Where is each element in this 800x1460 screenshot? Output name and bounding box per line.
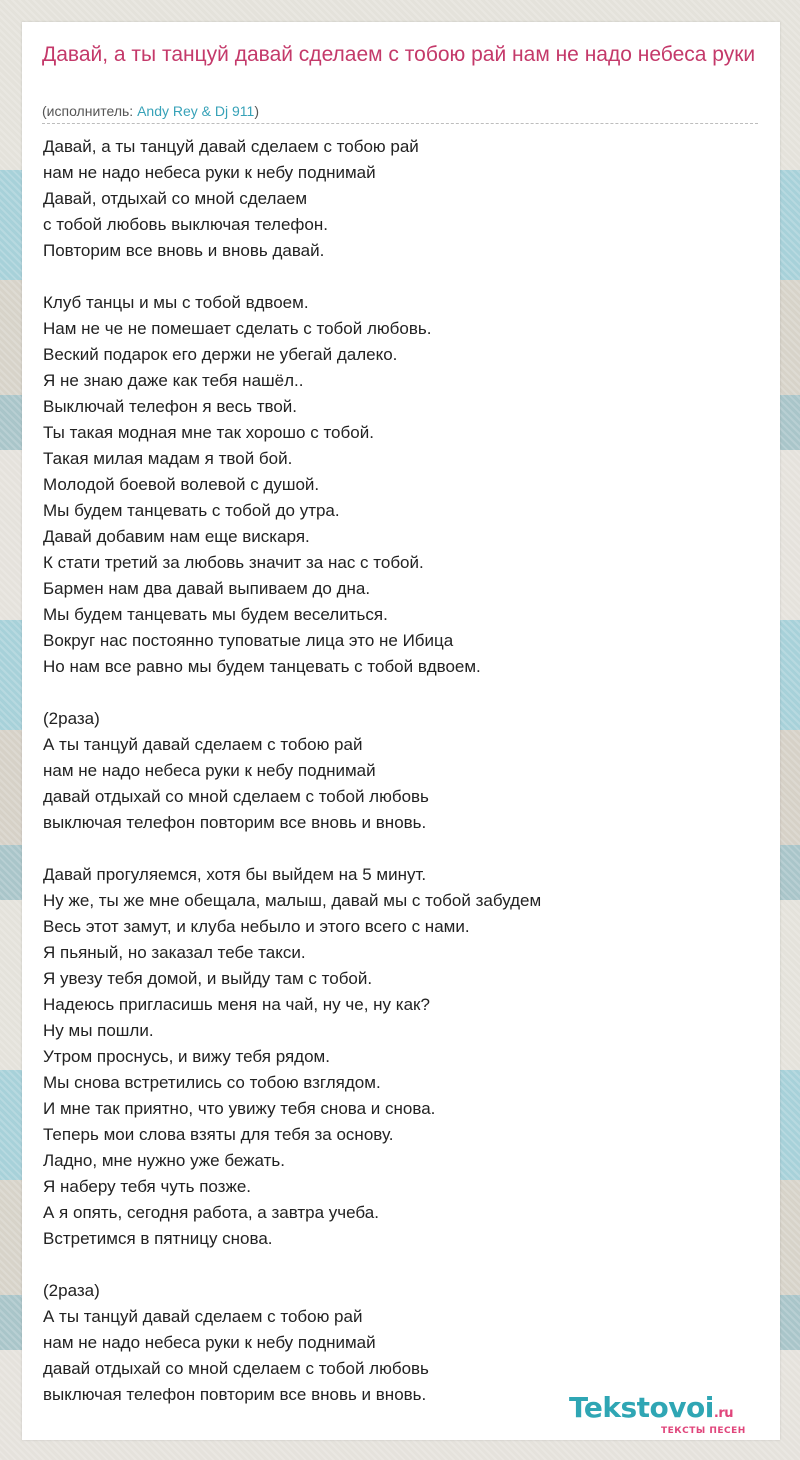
lyric-line: Мы снова встретились со тобою взглядом.	[43, 1073, 381, 1092]
lyrics-stanza	[43, 862, 743, 1252]
lyric-line: Утром проснусь, и вижу тебя рядом.	[43, 1047, 330, 1066]
lyric-line: Такая милая мадам я твой бой.	[43, 449, 293, 468]
lyric-line: Ну мы пошли.	[43, 1021, 154, 1040]
divider	[42, 123, 758, 124]
lyric-line: Бармен нам два давай выпиваем до дна.	[43, 579, 371, 598]
lyric-line: А ты танцуй давай сделаем с тобою рай	[43, 735, 363, 754]
lyric-line: Клуб танцы и мы с тобой вдвоем.	[43, 293, 309, 312]
lyrics-stanza	[43, 706, 743, 836]
site-logo[interactable]	[569, 1392, 779, 1438]
lyric-line: Я не знаю даже как тебя нашёл..	[43, 371, 304, 390]
artist-link[interactable]: Andy Rey & Dj 911	[137, 103, 255, 119]
lyric-line: давай отдыхай со мной сделаем с тобой любовь	[43, 1359, 429, 1378]
lyric-line: с тобой любовь выключая телефон.	[43, 215, 328, 234]
lyric-line: (2раза)	[43, 709, 100, 728]
lyric-line: Весь этот замут, и клуба небыло и этого всего с нами.	[43, 917, 470, 936]
song-title: Давай, а ты танцуй давай сделаем с тобою рай нам не надо небеса руки	[42, 43, 756, 66]
lyric-line: Надеюсь пригласишь меня на чай, ну че, ну как?	[43, 995, 430, 1014]
logo-wordmark	[569, 1392, 733, 1430]
lyric-line: Давай добавим нам еще вискаря.	[43, 527, 310, 546]
lyric-line: Ну же, ты же мне обещала, малыш, давай мы с тобой забудем	[43, 891, 542, 910]
lyric-line: Ты такая модная мне так хорошо с тобой.	[43, 423, 374, 442]
lyric-line: Мы будем танцевать с тобой до утра.	[43, 501, 340, 520]
lyrics-body	[43, 134, 743, 1434]
artist-suffix: )	[254, 103, 260, 119]
lyric-line: Давай, а ты танцуй давай сделаем с тобою рай	[43, 137, 419, 156]
lyric-line: Я пьяный, но заказал тебе такси.	[43, 943, 306, 962]
lyric-line: Молодой боевой волевой с душой.	[43, 475, 320, 494]
lyric-line: нам не надо небеса руки к небу поднимай	[43, 761, 376, 780]
lyric-line: Мы будем танцевать мы будем веселиться.	[43, 605, 388, 624]
lyric-line: Теперь мои слова взяты для тебя за основу.	[43, 1125, 394, 1144]
lyric-line: Давай прогуляемся, хотя бы выйдем на 5 минут.	[43, 865, 427, 884]
lyric-line: Выключай телефон я весь твой.	[43, 397, 298, 416]
lyrics-card	[22, 22, 780, 1440]
lyric-line: Ладно, мне нужно уже бежать.	[43, 1151, 285, 1170]
lyric-line: Встретимся в пятницу снова.	[43, 1229, 273, 1248]
lyric-line: Веский подарок его держи не убегай далеко.	[43, 345, 398, 364]
logo-name: Tekstovoi	[569, 1391, 714, 1424]
lyric-line: И мне так приятно, что увижу тебя снова и снова.	[43, 1099, 436, 1118]
lyric-line: Давай, отдыхай со мной сделаем	[43, 189, 308, 208]
lyric-line: А я опять, сегодня работа, а завтра учеба.	[43, 1203, 379, 1222]
logo-tld: .ru	[713, 1406, 733, 1421]
lyric-line: выключая телефон повторим все вновь и вновь.	[43, 813, 427, 832]
lyric-line: Я наберу тебя чуть позже.	[43, 1177, 252, 1196]
lyric-line: давай отдыхай со мной сделаем с тобой любовь	[43, 787, 429, 806]
artist-line	[42, 102, 259, 120]
lyric-line: нам не надо небеса руки к небу поднимай	[43, 163, 376, 182]
artist-prefix: (исполнитель:	[42, 103, 138, 119]
lyric-line: (2раза)	[43, 1281, 100, 1300]
lyric-line: Нам не че не помешает сделать с тобой любовь.	[43, 319, 432, 338]
lyrics-stanza	[43, 290, 743, 680]
logo-tagline: ТЕКСТЫ ПЕСЕН	[661, 1426, 746, 1436]
lyric-line: К стати третий за любовь значит за нас с тобой.	[43, 553, 424, 572]
lyric-line: Повторим все вновь и вновь давай.	[43, 241, 325, 260]
lyrics-stanza	[43, 134, 743, 264]
lyric-line: Я увезу тебя домой, и выйду там с тобой.	[43, 969, 373, 988]
lyrics-stanza	[43, 1278, 743, 1408]
lyric-line: выключая телефон повторим все вновь и вновь.	[43, 1385, 427, 1404]
lyric-line: Вокруг нас постоянно туповатые лица это не Ибица	[43, 631, 454, 650]
lyric-line: А ты танцуй давай сделаем с тобою рай	[43, 1307, 363, 1326]
lyric-line: нам не надо небеса руки к небу поднимай	[43, 1333, 376, 1352]
lyric-line: Но нам все равно мы будем танцевать с тобой вдвоем.	[43, 657, 481, 676]
